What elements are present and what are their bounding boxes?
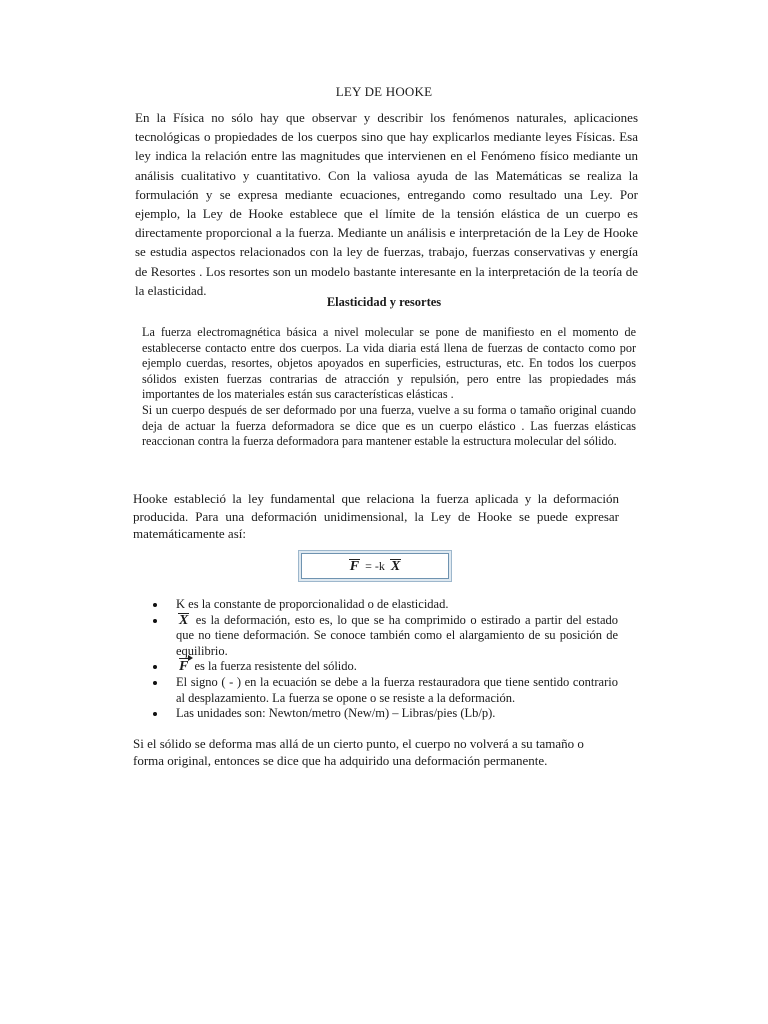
list-item-x	[152, 613, 618, 660]
displacement-vector-symbol: X	[390, 559, 401, 574]
section-subtitle: Elasticidad y resortes	[326, 295, 442, 309]
formula-middle: = -k	[362, 558, 388, 573]
list-item-f	[152, 659, 618, 675]
list-item-k	[152, 597, 618, 613]
f-definition-text: es la fuerza resistente del sólido.	[194, 659, 357, 674]
f-vector-arrow-symbol: F	[179, 659, 189, 675]
box-paragraph-elastic-body: Si un cuerpo después de ser deformado por una fuerza, vuelve a su forma o tamaño original cuando deja de actuar la fuerza deformadora se dice que es un cuerpo elástico . Las fuerzas elásticas reaccionan contra la fuerza deformadora para mantener estable la estructura molecular del sólido.	[142, 402, 636, 449]
closing-paragraph: Si el sólido se deforma mas allá de un cierto punto, el cuerpo no volverá a su tamaño o forma original, entonces se dice que ha adquirido una deformación permanente.	[133, 736, 584, 768]
x-definition-text: es la deformación, esto es, lo que se ha comprimido o estirado a partir del estado que no tiene deformación. Se conoce también como el alargamiento de su posición de equilibrio.	[176, 612, 619, 658]
intro-paragraph: En la Física no sólo hay que observar y describir los fenómenos naturales, aplicaciones tecnológicas o propiedades de los cuerpos sino que hay explicarlos mediante leyes Físicas. Esa ley indica la relación entre las magnitudes que intervienen en el Fenómeno físico mediante un análisis cualitativo y cuantitativo. Con la valiosa ayuda de las Matemáticas se realiza la formulación y se expresa mediante ecuaciones, entregando como resultado una Ley. Por ejemplo, la Ley de Hooke establece que el límite de la tensión elástica de un cuerpo es directamente proporcional a la fuerza. Mediante un análisis e interpretación de la Ley de Hooke se estudia aspectos relacionados con la ley de fuerzas, trabajo, fuerzas conservativas y energía de Resortes . Los resortes son un modelo bastante interesante en la interpretación de la teoría de la elasticidad.	[135, 110, 638, 298]
force-vector-symbol: F	[349, 559, 360, 574]
hooke-formula-box	[301, 553, 449, 579]
document-title: LEY DE HOOKE	[335, 84, 433, 99]
box-paragraph-contact-forces: La fuerza electromagnética básica a nivel molecular se pone de manifiesto en el momento de establecerse contacto entre dos cuerpos. La vida diaria está llena de fuerzas de contacto como por ejemplo cuerdas, resortes, objetos apoyados en superficies, estructuras, etc. En todos los cuerpos sólidos existen fuerzas contrarias de atracción y repulsión, pero entre las propiedades más importantes de los materiales están sus características elásticas .	[142, 325, 636, 402]
elasticity-text-box	[142, 325, 636, 450]
definitions-list	[152, 597, 618, 722]
k-definition-text: K es la constante de proporcionalidad o de elasticidad.	[176, 597, 449, 611]
units-definition-text: Las unidades son: Newton/metro (New/m) – Libras/pies (Lb/p).	[176, 706, 496, 721]
list-item-sign	[152, 675, 618, 706]
list-item-units	[152, 706, 618, 722]
x-vector-symbol: X	[179, 612, 189, 628]
hooke-paragraph: Hooke estableció la ley fundamental que relaciona la fuerza aplicada y la deformación producida. Para una deformación unidimensional, la Ley de Hooke se puede expresar matemáticamente así:	[133, 491, 619, 541]
sign-definition-text: El signo ( - ) en la ecuación se debe a la fuerza restauradora que tiene sentido contrario al desplazamiento. La fuerza se opone o se resiste a la deformación.	[176, 674, 618, 705]
